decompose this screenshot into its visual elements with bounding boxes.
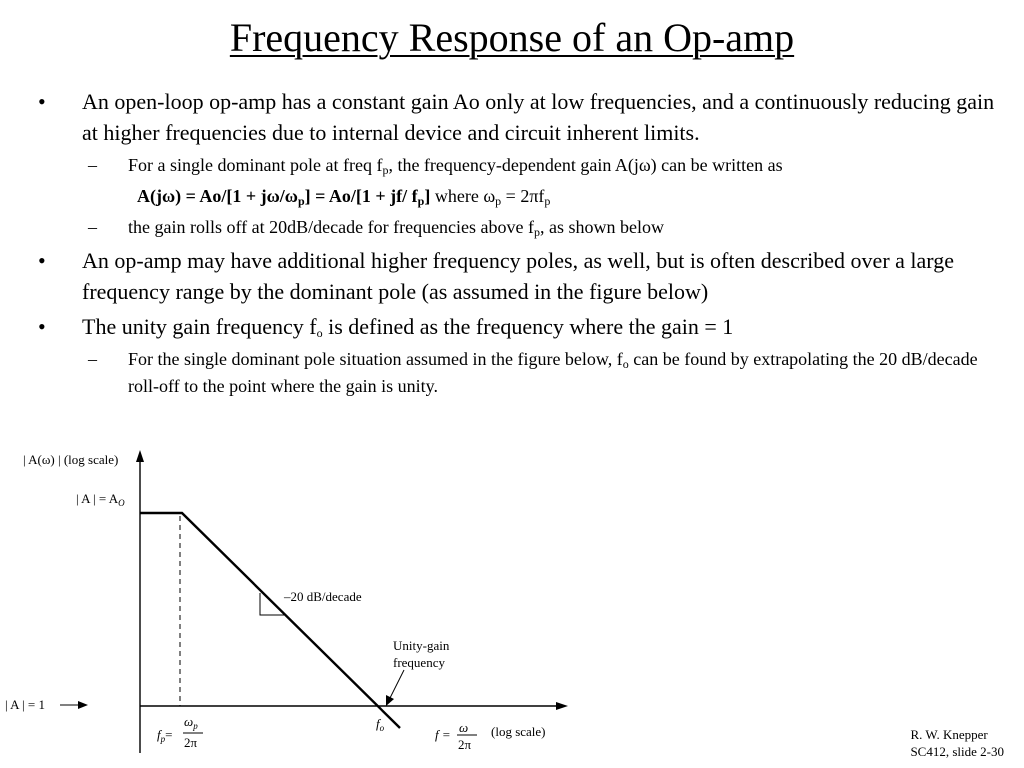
bullet-open-loop — [32, 86, 1007, 148]
x-axis-label: (log scale) — [491, 724, 546, 739]
unity-gain-arrowhead-icon — [386, 695, 394, 706]
bullet-additional-poles — [32, 245, 1007, 307]
dash-icon: – — [88, 217, 97, 237]
bullet-text: An open-loop op-amp has a constant gain Ao only at low frequencies, and a continuously reducing gain at higher frequencies due to internal device and circuit inherent limits. — [82, 89, 995, 145]
fp-numerator-text: ω — [184, 714, 194, 729]
text-part: The unity gain frequency f — [82, 314, 317, 339]
subscript: p — [382, 163, 389, 177]
subscript: o — [316, 326, 323, 340]
fp-label-text: f — [157, 727, 161, 742]
subscript: p — [534, 225, 541, 239]
text-part: , the frequency-dependent gain A(jω) can be written as — [388, 155, 783, 175]
slope-label: –20 dB/decade — [284, 589, 362, 604]
sub-bullet-dominant-pole — [82, 152, 1007, 179]
text-part: For the single dominant pole situation assumed in the figure below, f — [128, 349, 623, 369]
fp-label-subscript: p — [160, 734, 166, 744]
bullet-text — [82, 311, 1007, 342]
unity-gain-label-1: Unity-gain — [393, 638, 450, 653]
slide-title: Frequency Response of an Op-amp — [229, 15, 795, 60]
fp-equals: = — [165, 727, 173, 742]
bullet-dot-icon: • — [38, 314, 46, 339]
text-part: the gain rolls off at 20dB/decade for frequencies above f — [128, 217, 535, 237]
fo-label — [376, 716, 385, 733]
subscript: p — [544, 194, 551, 208]
formula-text: where ω — [430, 186, 496, 206]
text-part: , as shown below — [540, 217, 665, 237]
y-axis-arrow-icon — [136, 450, 144, 462]
sub-bullet-text — [128, 152, 1007, 179]
sub-bullet-text — [128, 214, 1007, 241]
text-part: can be found by extrapolating the 20 dB/decade roll-off to the point where the gain is unity. — [128, 349, 978, 396]
f-denominator: 2π — [458, 737, 472, 752]
formula-text: ] — [424, 186, 431, 206]
sub-bullet-text — [128, 346, 1007, 400]
formula-text: A(jω) = Ao/[1 + jω/ω — [137, 186, 298, 206]
sub-bullet-rolloff — [82, 214, 1007, 241]
fo-label-subscript: o — [379, 723, 385, 733]
f-numerator: ω — [459, 720, 469, 735]
dash-icon: – — [88, 349, 97, 369]
gain-curve — [140, 513, 400, 728]
gain-formula — [137, 183, 1007, 210]
x-axis-arrow-icon — [556, 702, 568, 710]
slide-footer — [910, 726, 1004, 760]
ao-label — [76, 491, 125, 508]
unity-level-arrowhead-icon — [78, 701, 88, 709]
unity-gain-label-2: frequency — [393, 655, 445, 670]
footer-slide-number: SC412, slide 2-30 — [910, 744, 1004, 759]
text-part: For a single dominant pole at freq f — [128, 155, 383, 175]
subscript: p — [297, 194, 305, 208]
f-equals-label: f = — [435, 727, 451, 742]
dash-icon: – — [88, 155, 97, 175]
y-axis-label: | A(ω) | (log scale) — [23, 452, 119, 467]
text-part: is defined as the frequency where the gain = 1 — [322, 314, 734, 339]
bullet-dot-icon: • — [38, 89, 46, 114]
subscript: o — [622, 357, 629, 371]
footer-author: R. W. Knepper — [910, 727, 988, 742]
fp-numerator — [184, 714, 198, 731]
fp-numerator-subscript: p — [193, 721, 198, 731]
ao-label-text: | A | = A — [76, 491, 119, 506]
slide-content — [32, 86, 1007, 404]
sub-bullet-extrapolate — [82, 346, 1007, 400]
bullet-text: An op-amp may have additional higher frequency poles, as well, but is often described over a large frequency range by the dominant pole (as assumed in the figure below) — [82, 248, 954, 304]
subscript: p — [495, 194, 502, 208]
unity-gain-arrow — [389, 670, 404, 700]
bullet-dot-icon: • — [38, 248, 46, 273]
fo-label-text: f — [376, 716, 380, 731]
formula-text: ] = Ao/[1 + jf/ f — [304, 186, 418, 206]
formula-text: = 2πf — [501, 186, 545, 206]
subscript: p — [417, 194, 425, 208]
formula-part — [137, 186, 430, 206]
unity-level-label: | A | = 1 — [5, 697, 45, 712]
fp-label — [157, 727, 172, 744]
fp-denominator: 2π — [184, 735, 198, 750]
bullet-unity-gain — [32, 311, 1007, 342]
ao-label-subscript: O — [118, 498, 125, 508]
bode-plot-figure — [0, 438, 600, 768]
